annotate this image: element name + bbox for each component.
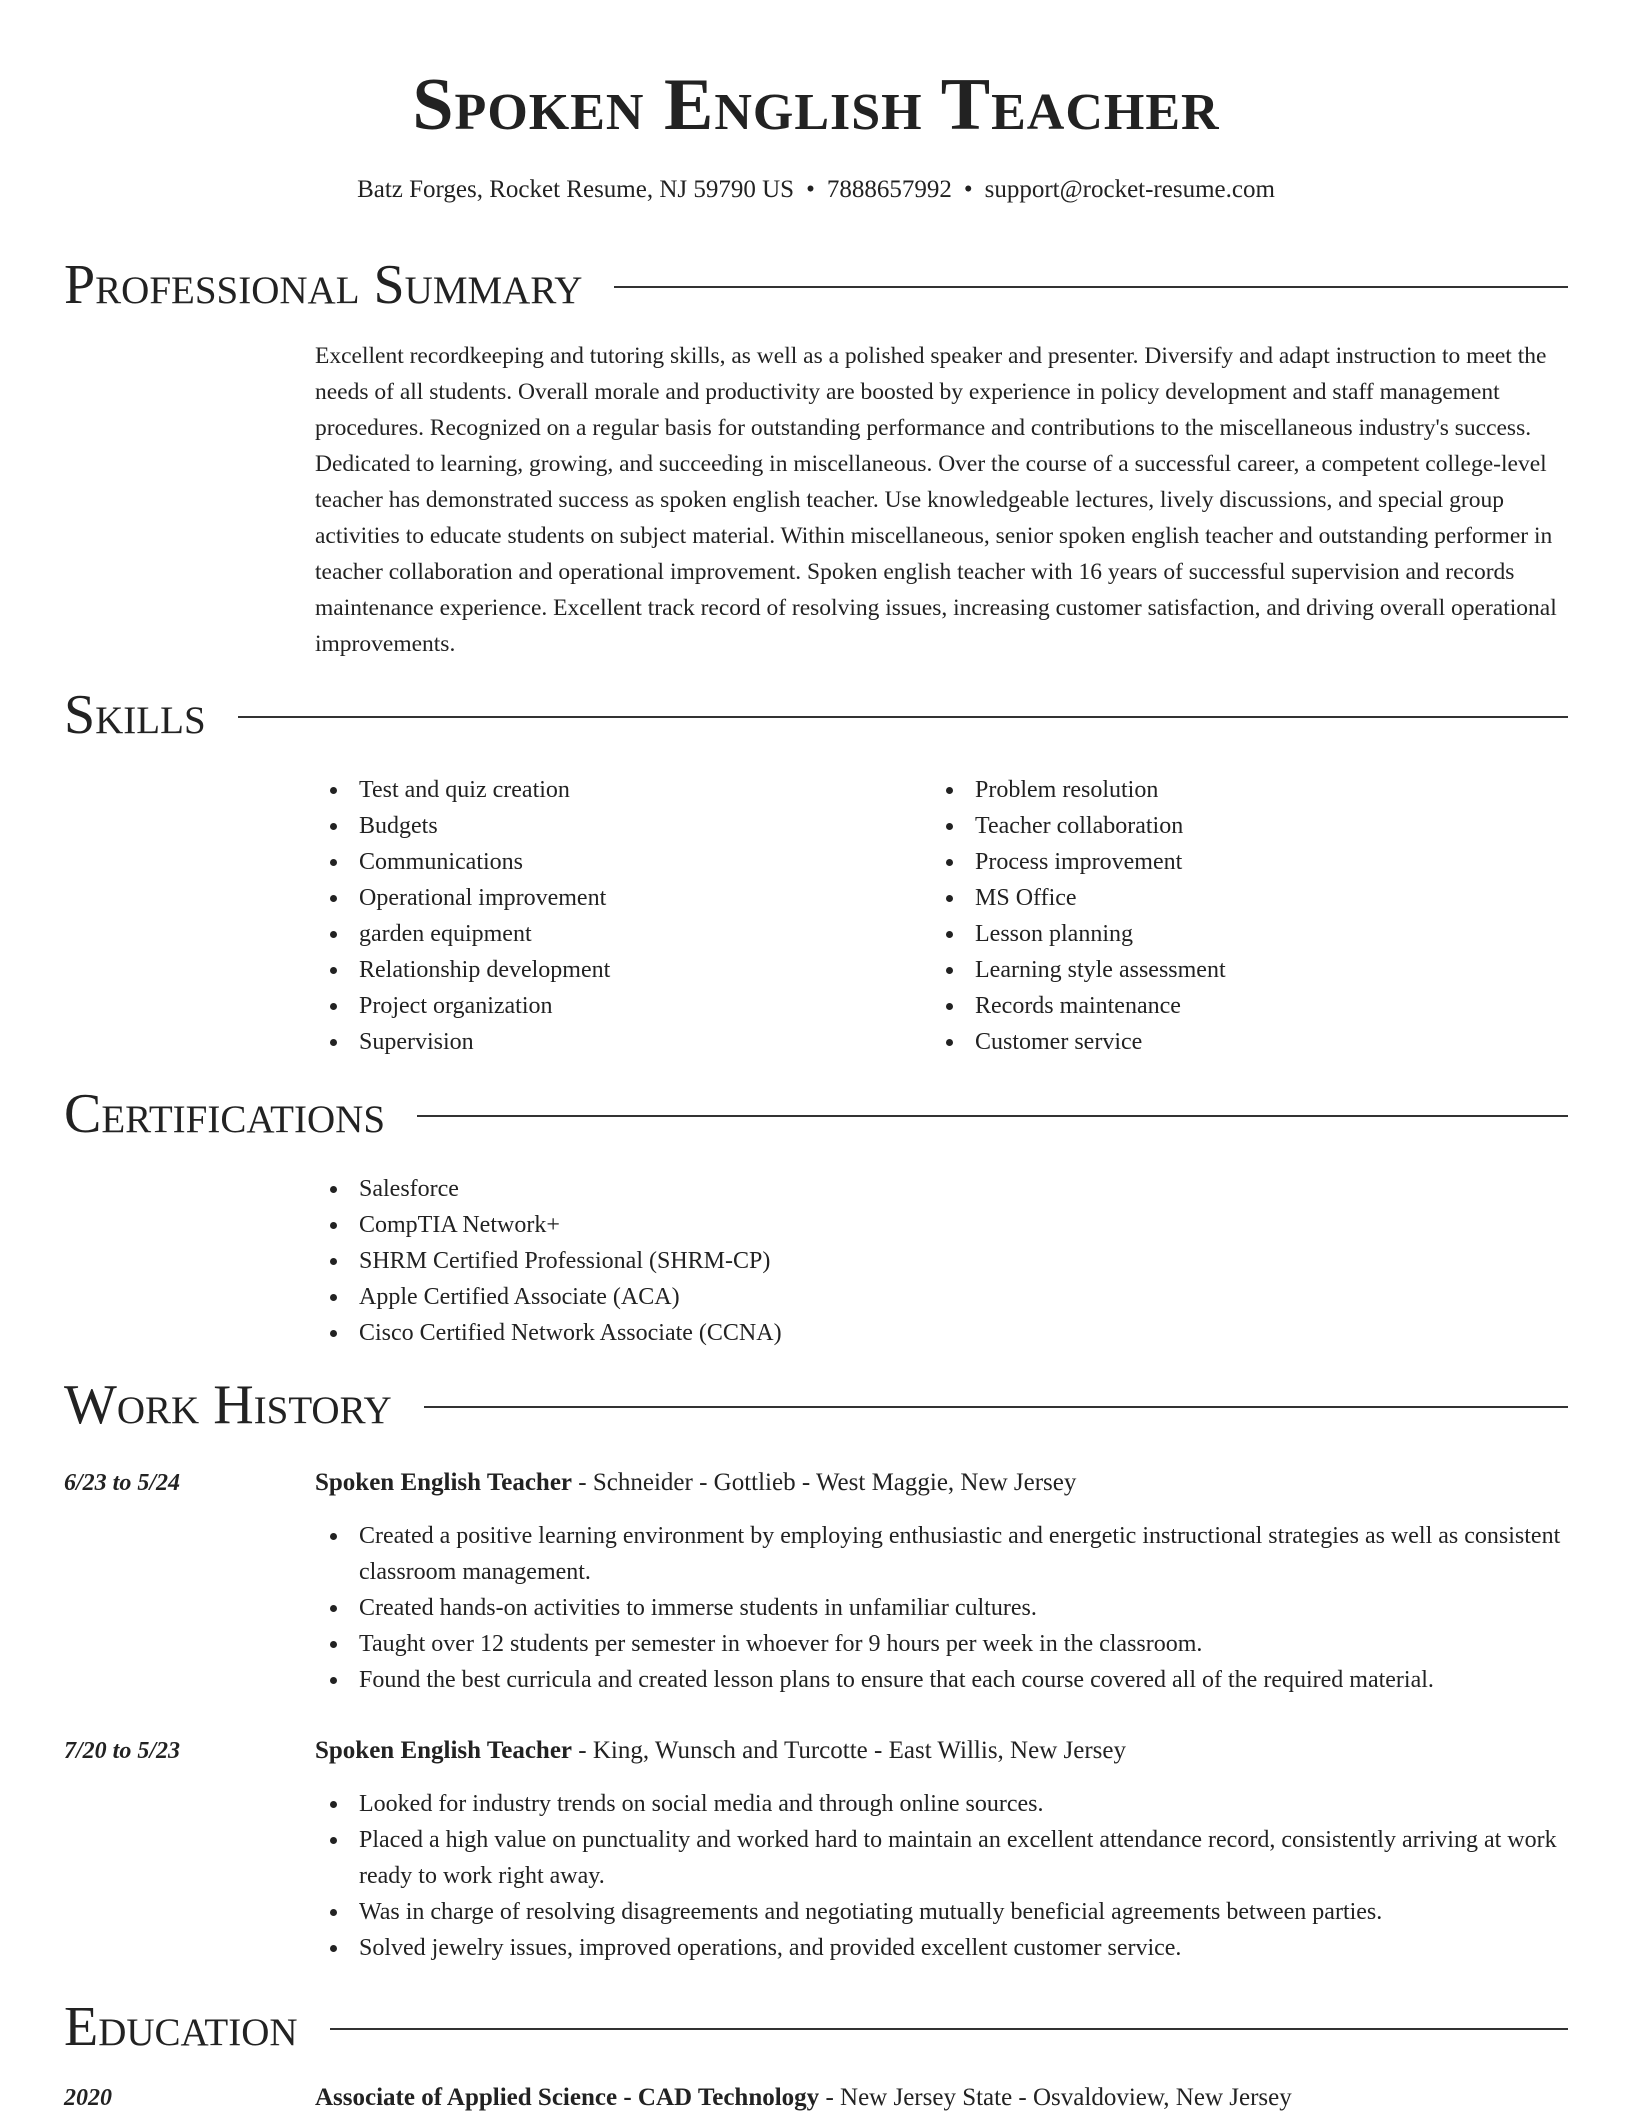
job-title: Spoken English Teacher xyxy=(315,1469,573,1496)
summary-text: Excellent recordkeeping and tutoring skills, as well as a polished speaker and presenter. Diversify and adapt instruction to meet the needs of all students. Overall morale and productivity are boosted by experience in policy development and staff management procedures. Recognized on a regular basis for outstanding performance and contributions to the miscellaneous industry's success. Dedicated to learning, growing, and succeeding in miscellaneous. Over the course of a successful career, a competent college-level teacher has demonstrated success as spoken english teacher. Use knowledgeable lectures, lively discussions, and special group activities to educate students on subject material. Within miscellaneous, senior spoken english teacher and outstanding performer in teacher collaboration and operational improvement. Spoken english teacher with 16 years of successful supervision and records maintenance experience. Excellent track record of resolving issues, increasing customer satisfaction, and driving overall operational improvements. xyxy=(315,343,1557,657)
job-dates: 6/23 to 5/24 xyxy=(64,1470,181,1496)
skill-item: Project organization xyxy=(315,988,875,1024)
job-bullets xyxy=(315,1518,1568,1698)
section-title-education: Education xyxy=(64,1996,298,2058)
contact-line xyxy=(0,174,1632,206)
section-header-education xyxy=(64,1994,1568,2060)
section-title-summary: Professional Summary xyxy=(64,254,583,316)
contact-separator: • xyxy=(963,176,973,203)
job-heading xyxy=(315,1466,1076,1500)
job-title: Spoken English Teacher xyxy=(315,1737,573,1764)
skill-item: Test and quiz creation xyxy=(315,772,875,808)
contact-address: Batz Forges, Rocket Resume, NJ 59790 US xyxy=(357,176,795,203)
section-divider xyxy=(614,286,1568,288)
skill-item: Relationship development xyxy=(315,952,875,988)
section-divider xyxy=(238,716,1568,718)
section-title-skills: Skills xyxy=(64,684,206,746)
certification-item: Salesforce xyxy=(315,1171,1215,1207)
section-header-summary xyxy=(64,252,1568,318)
section-header-certifications xyxy=(64,1081,1568,1147)
skill-item: Budgets xyxy=(315,808,875,844)
certification-item: CompTIA Network+ xyxy=(315,1207,1215,1243)
section-header-work-history xyxy=(64,1372,1568,1438)
certification-item: SHRM Certified Professional (SHRM-CP) xyxy=(315,1243,1215,1279)
certification-item: Apple Certified Associate (ACA) xyxy=(315,1279,1215,1315)
education-degree: Associate of Applied Science - CAD Technology xyxy=(315,2084,820,2111)
section-divider xyxy=(330,2028,1568,2030)
job-bullet: Looked for industry trends on social media and through online sources. xyxy=(315,1786,1568,1822)
job-employer-location: - King, Wunsch and Turcotte - East Willis, New Jersey xyxy=(572,1737,1126,1764)
skill-item: Teacher collaboration xyxy=(931,808,1491,844)
skill-item: Records maintenance xyxy=(931,988,1491,1024)
skill-item: Communications xyxy=(315,844,875,880)
certifications-list xyxy=(315,1171,1215,1351)
job-bullet: Placed a high value on punctuality and worked hard to maintain an excellent attendance record, consistently arriving at work ready to work right away. xyxy=(315,1822,1568,1894)
skill-item: Lesson planning xyxy=(931,916,1491,952)
skill-item: Supervision xyxy=(315,1024,875,1060)
education-year: 2020 xyxy=(64,2085,112,2111)
contact-email: support@rocket-resume.com xyxy=(984,176,1275,203)
job-bullet: Taught over 12 students per semester in whoever for 9 hours per week in the classroom. xyxy=(315,1626,1568,1662)
skill-item: Process improvement xyxy=(931,844,1491,880)
education-heading xyxy=(315,2081,1292,2112)
section-divider xyxy=(424,1406,1568,1408)
skill-item: MS Office xyxy=(931,880,1491,916)
skill-item: Learning style assessment xyxy=(931,952,1491,988)
section-title-certifications: Certifications xyxy=(64,1083,386,1145)
education-school-location: - New Jersey State - Osvaldoview, New Jersey xyxy=(819,2084,1292,2111)
job-bullet: Found the best curricula and created lesson plans to ensure that each course covered all of the required material. xyxy=(315,1662,1568,1698)
section-title-work-history: Work History xyxy=(64,1374,392,1436)
skill-item: Problem resolution xyxy=(931,772,1491,808)
skills-list-right xyxy=(931,772,1491,1060)
resume-title: Spoken English Teacher xyxy=(412,64,1220,146)
job-heading xyxy=(315,1734,1126,1768)
job-bullet: Was in charge of resolving disagreements and negotiating mutually beneficial agreements between parties. xyxy=(315,1894,1568,1930)
section-divider xyxy=(417,1115,1568,1117)
job-bullet: Solved jewelry issues, improved operations, and provided excellent customer service. xyxy=(315,1930,1568,1966)
skill-item: Operational improvement xyxy=(315,880,875,916)
skill-item: garden equipment xyxy=(315,916,875,952)
skill-item: Customer service xyxy=(931,1024,1491,1060)
job-dates: 7/20 to 5/23 xyxy=(64,1738,181,1764)
contact-separator: • xyxy=(806,176,815,203)
job-bullet: Created a positive learning environment by employing enthusiastic and energetic instructional strategies as well as consistent classroom management. xyxy=(315,1518,1568,1590)
skills-list-left xyxy=(315,772,875,1060)
section-header-skills xyxy=(64,682,1568,748)
contact-phone: 7888657992 xyxy=(826,176,952,203)
certification-item: Cisco Certified Network Associate (CCNA) xyxy=(315,1315,1215,1351)
job-bullets xyxy=(315,1786,1568,1966)
job-bullet: Created hands-on activities to immerse students in unfamiliar cultures. xyxy=(315,1590,1568,1626)
job-employer-location: - Schneider - Gottlieb - West Maggie, New Jersey xyxy=(572,1469,1077,1496)
